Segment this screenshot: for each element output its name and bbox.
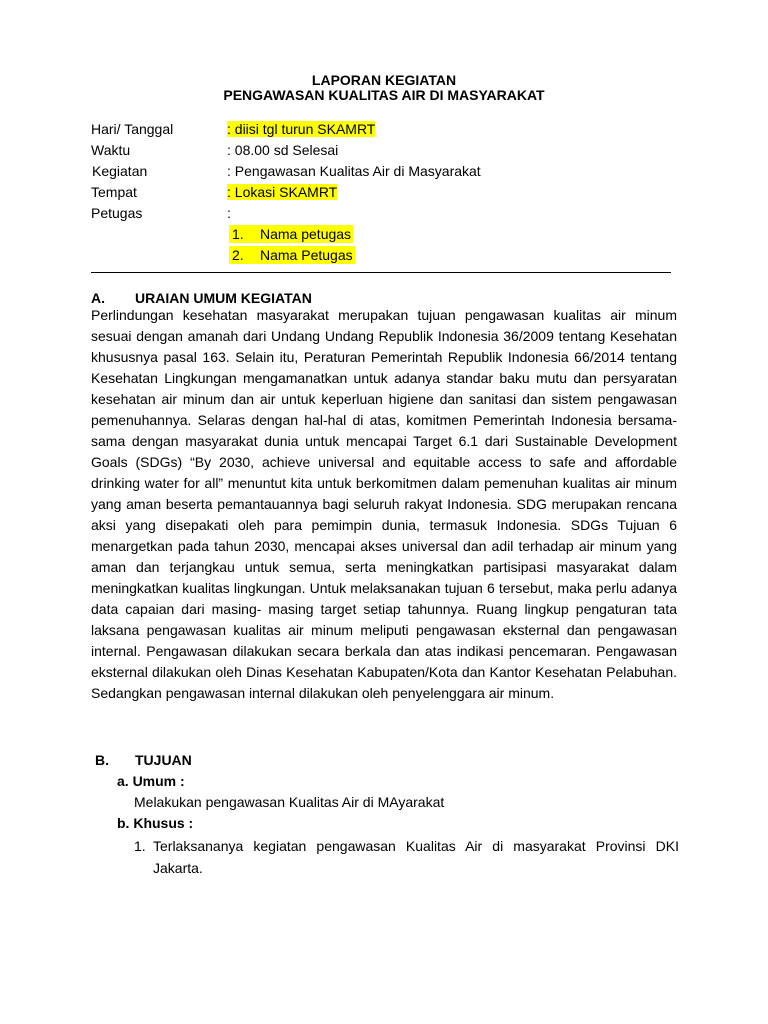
report-title: LAPORAN KEGIATAN	[311, 72, 457, 88]
kegiatan-label: Kegiatan	[92, 163, 148, 179]
kegiatan-value: : Pengawasan Kualitas Air di Masyarakat	[227, 163, 481, 179]
khusus-label: b. Khusus :	[117, 815, 194, 831]
petugas-name: Nama Petugas	[260, 247, 353, 263]
header-divider	[91, 272, 671, 273]
petugas-label: Petugas	[91, 205, 143, 221]
section-a-letter: A.	[91, 290, 105, 306]
tempat-value	[227, 183, 337, 201]
umum-text: Melakukan pengawasan Kualitas Air di MAyarakat	[134, 794, 445, 810]
hari-tanggal-highlight: : diisi tgl turun SKAMRT	[227, 121, 376, 137]
section-b-letter: B.	[95, 752, 109, 768]
khusus-list-item	[134, 835, 679, 879]
petugas-value: :	[227, 205, 231, 221]
petugas-list-item	[229, 225, 353, 243]
section-a-title: URAIAN UMUM KEGIATAN	[135, 290, 312, 306]
report-subtitle: PENGAWASAN KUALITAS AIR DI MASYARAKAT	[223, 87, 545, 103]
petugas-number: 2.	[232, 247, 244, 263]
section-b-heading	[95, 751, 192, 769]
petugas-list-item	[229, 246, 355, 264]
khusus-text: Terlaksananya kegiatan pengawasan Kualitas Air di masyarakat Provinsi DKI Jakarta.	[153, 838, 679, 876]
waktu-value: : 08.00 sd Selesai	[227, 142, 339, 158]
waktu-label: Waktu	[91, 142, 131, 158]
petugas-number: 1.	[232, 226, 244, 242]
khusus-number: 1.	[134, 838, 146, 854]
tempat-label: Tempat	[91, 184, 137, 200]
hari-tanggal-value	[227, 120, 375, 138]
petugas-name: Nama petugas	[260, 226, 352, 242]
section-a-paragraph: Perlindungan kesehatan masyarakat merupakan tujuan pengawasan kualitas air minum sesuai dengan amanah dari Undang Undang Republik Indonesia 36/2009 tentang Kesehatan khususnya pasal 163. Selain itu, Peraturan Pemerintah Republik Indonesia 66/2014 tentang Kesehatan Lingkungan mengamanatkan untuk adanya standar baku mutu dan persyaratan kesehatan air minum dan air untuk keperluan higiene dan sanitasi dan sistem pengawasan pemenuhannya. Selaras dengan hal-hal di atas, komitmen Pemerintah Indonesia bersama-sama dengan masyarakat dunia untuk mencapai Target 6.1 dari Sustainable Development Goals (SDGs) “By 2030, achieve universal and equitable access to safe and affordable drinking water for all” menuntut kita untuk berkomitmen dalam pemenuhan kualitas air minum yang aman beserta pemantauannya bagi seluruh rakyat Indonesia. SDG merupakan rencana aksi yang disepakati oleh para pemimpin dunia, termasuk Indonesia. SDGs Tujuan 6 menargetkan pada tahun 2030, mencapai akses universal dan adil terhadap air minum yang aman dan terjangkau untuk semua, serta meningkatkan partisipasi masyarakat dalam meningkatkan kualitas lingkungan. Untuk melaksanakan tujuan 6 tersebut, maka perlu adanya data capaian dari masing- masing target setiap tahunnya. Ruang lingkup pengaturan tata laksana pengawasan kualitas air minum meliputi pengawasan eksternal dan pengawasan internal. Pengawasan dilakukan secara berkala dan atas indikasi pencemaran. Pengawasan eksternal dilakukan oleh Dinas Kesehatan Kabupaten/Kota dan Kantor Kesehatan Pelabuhan. Sedangkan pengawasan internal dilakukan oleh penyelenggara air minum.	[91, 307, 677, 701]
section-b-title: TUJUAN	[135, 752, 192, 768]
umum-label: a. Umum :	[117, 773, 185, 789]
hari-tanggal-label: Hari/ Tanggal	[91, 121, 174, 137]
tempat-highlight: : Lokasi SKAMRT	[227, 184, 338, 200]
